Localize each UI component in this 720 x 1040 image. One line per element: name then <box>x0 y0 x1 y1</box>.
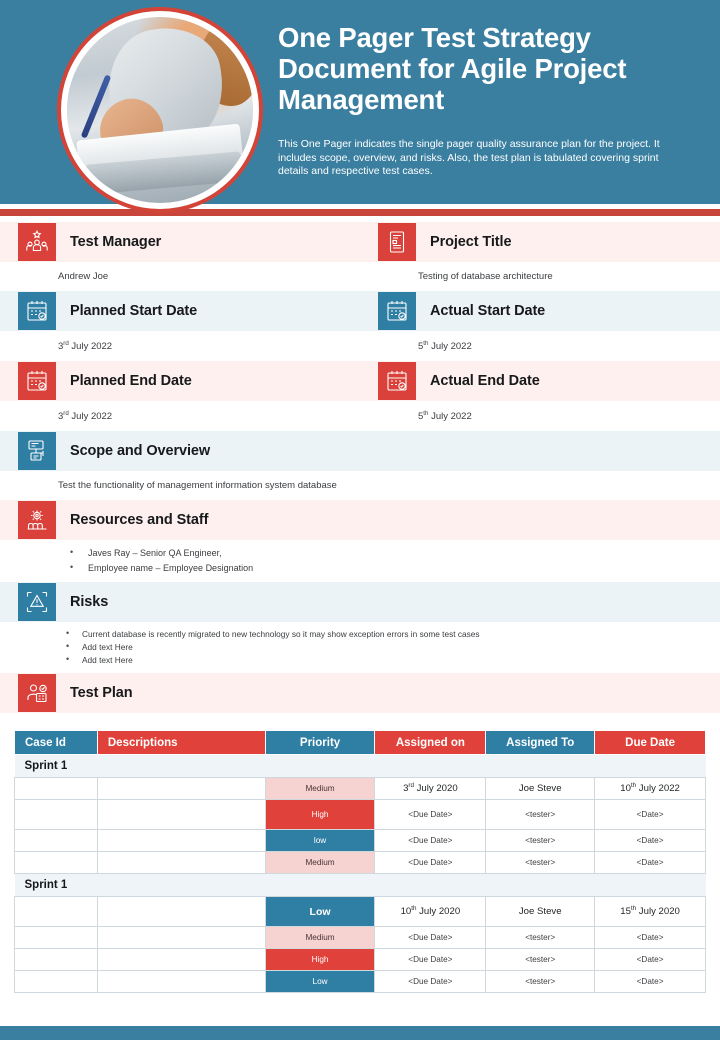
field-project-title <box>360 222 720 291</box>
cell-description <box>97 778 265 800</box>
cell-assigned-on: <Due Date> <box>375 800 486 830</box>
cell-description <box>97 852 265 874</box>
cell-priority[interactable] <box>265 949 375 971</box>
cell-description <box>97 897 265 927</box>
team-icon <box>18 223 56 261</box>
field-label: Test Manager <box>70 234 162 250</box>
footer-bar <box>0 1026 720 1040</box>
cell-assigned-to: Joe Steve <box>486 897 595 927</box>
document-icon <box>378 223 416 261</box>
warning-triangle-icon <box>18 583 56 621</box>
section-label: Resources and Staff <box>70 512 209 529</box>
cell-assigned-on: <Due Date> <box>375 830 486 852</box>
column-header-due-date: Due Date <box>595 731 706 755</box>
cell-description <box>97 800 265 830</box>
priority-badge: Medium <box>266 927 375 948</box>
cell-assigned-on: <Due Date> <box>375 949 486 971</box>
section-value: Test the functionality of management information system database <box>58 480 337 492</box>
field-label: Planned End Date <box>70 373 192 390</box>
table-row[interactable] <box>15 927 706 949</box>
field-label: Planned Start Date <box>70 303 198 319</box>
cell-assigned-on: <Due Date> <box>375 927 486 949</box>
cell-priority[interactable] <box>265 830 375 852</box>
cell-case-id <box>15 800 98 830</box>
section-risks <box>0 582 720 673</box>
header-red-divider <box>0 209 720 216</box>
section-label: Scope and Overview <box>70 443 211 460</box>
table-row[interactable] <box>15 897 706 927</box>
section-label: Test Plan <box>70 685 133 702</box>
page-description: This One Pager indicates the single pager quality assurance plan for the project. It includes scope, overview, and risks. Also, the test plan is tabulated covering sprint details and respective test cases. <box>278 138 660 177</box>
resources-list <box>0 540 720 582</box>
cell-priority[interactable] <box>265 778 375 800</box>
calendar-check-icon <box>378 292 416 330</box>
sprint-group-header <box>15 755 706 778</box>
cell-description <box>97 949 265 971</box>
info-row-2 <box>0 291 720 361</box>
risks-list <box>0 622 720 673</box>
sprint-group-header <box>15 874 706 897</box>
test-plan-table <box>14 730 706 993</box>
cell-assigned-to: <tester> <box>486 971 595 993</box>
cell-priority[interactable] <box>265 800 375 830</box>
gear-team-icon <box>18 501 56 539</box>
cell-description <box>97 927 265 949</box>
cell-due-date: 15th July 2020 <box>595 897 706 927</box>
table-header-row <box>15 731 706 755</box>
priority-badge: low <box>266 830 375 851</box>
section-label: Risks <box>70 594 109 611</box>
column-header-assigned-on: Assigned on <box>375 731 486 755</box>
section-scope-and-overview <box>0 431 720 500</box>
column-header-case-id: Case Id <box>15 731 98 755</box>
cell-assigned-to: <tester> <box>486 927 595 949</box>
column-header-assigned-to: Assigned To <box>486 731 595 755</box>
calendar-check-icon <box>378 362 416 400</box>
tester-checklist-icon <box>18 674 56 712</box>
cell-priority[interactable] <box>265 852 375 874</box>
column-header-priority: Priority <box>265 731 375 755</box>
section-resources-and-staff <box>0 500 720 582</box>
field-actual-end-date <box>360 361 720 431</box>
scope-document-icon <box>18 432 56 470</box>
list-item: • Employee name – Employee Designation <box>58 561 720 576</box>
cell-case-id <box>15 897 98 927</box>
cell-due-date: <Date> <box>595 949 706 971</box>
cell-case-id <box>15 830 98 852</box>
cell-assigned-on: <Due Date> <box>375 852 486 874</box>
field-label: Project Title <box>430 234 512 250</box>
cell-assigned-on: <Due Date> <box>375 971 486 993</box>
priority-badge: Low <box>266 971 375 992</box>
cell-assigned-on: 3rd July 2020 <box>375 778 486 800</box>
cell-assigned-on: 10th July 2020 <box>375 897 486 927</box>
cell-assigned-to: <tester> <box>486 800 595 830</box>
list-item: • Javes Ray – Senior QA Engineer, <box>58 546 720 561</box>
cell-case-id <box>15 949 98 971</box>
info-row-1 <box>0 222 720 291</box>
table-row[interactable] <box>15 852 706 874</box>
info-row-3 <box>0 361 720 431</box>
list-item: • Add text Here <box>58 641 720 654</box>
field-label: Actual End Date <box>430 373 540 390</box>
field-test-manager <box>0 222 360 291</box>
table-body <box>15 755 706 993</box>
column-header-descriptions: Descriptions <box>97 731 265 755</box>
table-row[interactable] <box>15 971 706 993</box>
sprint-label: Sprint 1 <box>15 874 706 897</box>
cell-priority[interactable] <box>265 971 375 993</box>
field-value: 5th July 2022 <box>418 340 472 353</box>
cell-priority[interactable] <box>265 897 375 927</box>
cell-assigned-to: <tester> <box>486 830 595 852</box>
cell-case-id <box>15 971 98 993</box>
cell-assigned-to: Joe Steve <box>486 778 595 800</box>
info-sections <box>0 222 720 713</box>
table-row[interactable] <box>15 830 706 852</box>
section-test-plan <box>0 673 720 713</box>
cell-case-id <box>15 852 98 874</box>
field-value: Testing of database architecture <box>418 271 553 282</box>
page-title: One Pager Test Strategy Document for Agile Project Management <box>278 22 627 115</box>
cell-due-date: <Date> <box>595 852 706 874</box>
calendar-check-icon <box>18 292 56 330</box>
cell-assigned-to: <tester> <box>486 949 595 971</box>
priority-badge: Medium <box>266 778 375 799</box>
field-value: 3rd July 2022 <box>58 340 113 353</box>
field-label: Actual Start Date <box>430 303 546 319</box>
cell-priority[interactable] <box>265 927 375 949</box>
priority-badge: High <box>266 949 375 970</box>
cell-due-date: <Date> <box>595 971 706 993</box>
field-value: 5th July 2022 <box>418 410 472 423</box>
priority-badge: Low <box>266 897 375 926</box>
calendar-check-icon <box>18 362 56 400</box>
list-item: • Add text Here <box>58 654 720 667</box>
sprint-label: Sprint 1 <box>15 755 706 778</box>
cell-assigned-to: <tester> <box>486 852 595 874</box>
priority-badge: High <box>266 800 375 829</box>
cell-description <box>97 971 265 993</box>
field-planned-start-date <box>0 291 360 361</box>
cell-case-id <box>15 927 98 949</box>
table-row[interactable] <box>15 800 706 830</box>
table-row[interactable] <box>15 949 706 971</box>
cell-due-date: 10th July 2022 <box>595 778 706 800</box>
list-item: • Current database is recently migrated to new technology so it may show exception errors in some test cases <box>58 628 720 641</box>
cell-due-date: <Date> <box>595 830 706 852</box>
field-actual-start-date <box>360 291 720 361</box>
cell-due-date: <Date> <box>595 800 706 830</box>
table-row[interactable] <box>15 778 706 800</box>
field-value: 3rd July 2022 <box>58 410 113 423</box>
cell-case-id <box>15 778 98 800</box>
header-photo <box>61 11 259 209</box>
cell-due-date: <Date> <box>595 927 706 949</box>
field-value: Andrew Joe <box>58 271 109 282</box>
cell-description <box>97 830 265 852</box>
priority-badge: Medium <box>266 852 375 873</box>
field-planned-end-date <box>0 361 360 431</box>
